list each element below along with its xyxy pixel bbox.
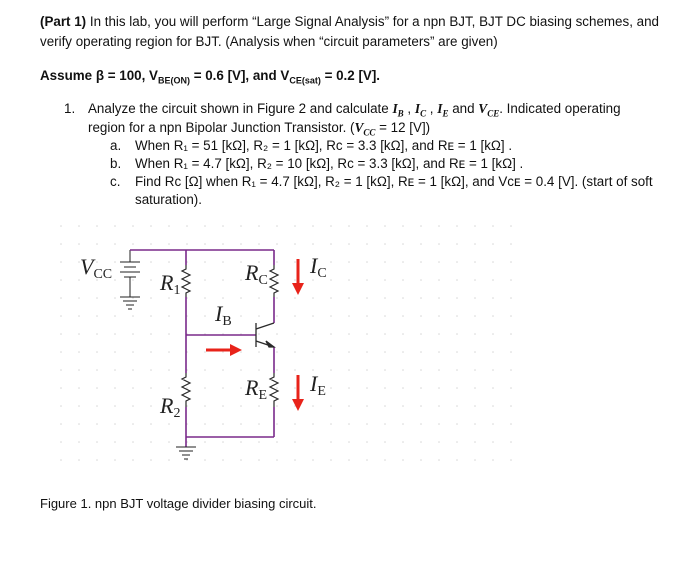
re-label: RE [245, 375, 268, 403]
grid-background [60, 225, 520, 465]
q-text-pre: Analyze the circuit shown in Figure 2 and calculate [88, 101, 393, 116]
ie-label: IE [310, 371, 326, 399]
question-number: 1. [64, 101, 76, 116]
item-b-letter: b. [110, 156, 122, 171]
q2-pre: region for a npn Bipolar Junction Transistor. ( [88, 120, 355, 135]
item-b-text: When R₁ = 4.7 [kΩ], R₂ = 10 [kΩ], Rᴄ = 3.3 [kΩ], and Rᴇ = 1 [kΩ] . [135, 156, 524, 171]
q-ie: I [437, 101, 443, 116]
item-c-letter: c. [110, 174, 121, 189]
assume-mid: = 0.6 [V], and V [189, 68, 290, 83]
q-ib: I [392, 101, 398, 116]
intro-text-1: In this lab, you will perform “Large Signal Analysis” for a npn BJT, BJT DC biasing schemes, and [86, 14, 659, 29]
q2-post: = 12 [V]) [375, 120, 431, 135]
intro-line-2: verify operating region for BJT. (Analysis when “circuit parameters” are given) [40, 34, 498, 49]
q-comma-1: , [403, 101, 415, 116]
q-and: and [448, 101, 479, 116]
item-c-text-2: saturation). [135, 192, 202, 207]
assume-prefix: Assume β = 100, V [40, 68, 158, 83]
q-ic: I [414, 101, 421, 116]
q-vce-sub: CE [487, 108, 500, 119]
q-comma-2: , [426, 101, 438, 116]
q-ie-sub: E [442, 108, 449, 119]
rc-label: RC [245, 260, 268, 288]
figure-caption: Figure 1. npn BJT voltage divider biasing circuit. [40, 496, 317, 511]
item-a-text: When R₁ = 51 [kΩ], R₂ = 1 [kΩ], Rᴄ = 3.3 [kΩ], and Rᴇ = 1 [kΩ] . [135, 138, 513, 153]
q2-vcc: V [354, 120, 364, 135]
intro-line-1 [40, 12, 659, 31]
assume-vce-sub: CE(sat) [289, 75, 321, 86]
part-label: (Part 1) [40, 14, 87, 29]
ic-label: IC [310, 253, 327, 281]
q2-vcc-sub: CC [363, 127, 376, 138]
r2-label: R2 [160, 393, 181, 421]
ib-label: IB [215, 301, 232, 329]
q-ib-sub: B [397, 108, 404, 119]
circuit-diagram [60, 225, 520, 465]
vcc-label: VCC [80, 254, 113, 282]
assume-vbe-sub: BE(ON) [157, 75, 190, 86]
item-a-letter: a. [110, 138, 122, 153]
r1-label: R1 [160, 270, 181, 298]
assume-suffix: = 0.2 [V]. [320, 68, 381, 83]
q-text-post: . Indicated operating [499, 101, 621, 116]
q-ic-sub: C [420, 108, 427, 119]
item-c-text: Find Rᴄ [Ω] when R₁ = 4.7 [kΩ], R₂ = 1 [kΩ], Rᴇ = 1 [kΩ], and Vᴄᴇ = 0.4 [V]. (start of soft [135, 174, 653, 189]
assume-line [40, 66, 380, 91]
q-vce: V [478, 101, 488, 116]
